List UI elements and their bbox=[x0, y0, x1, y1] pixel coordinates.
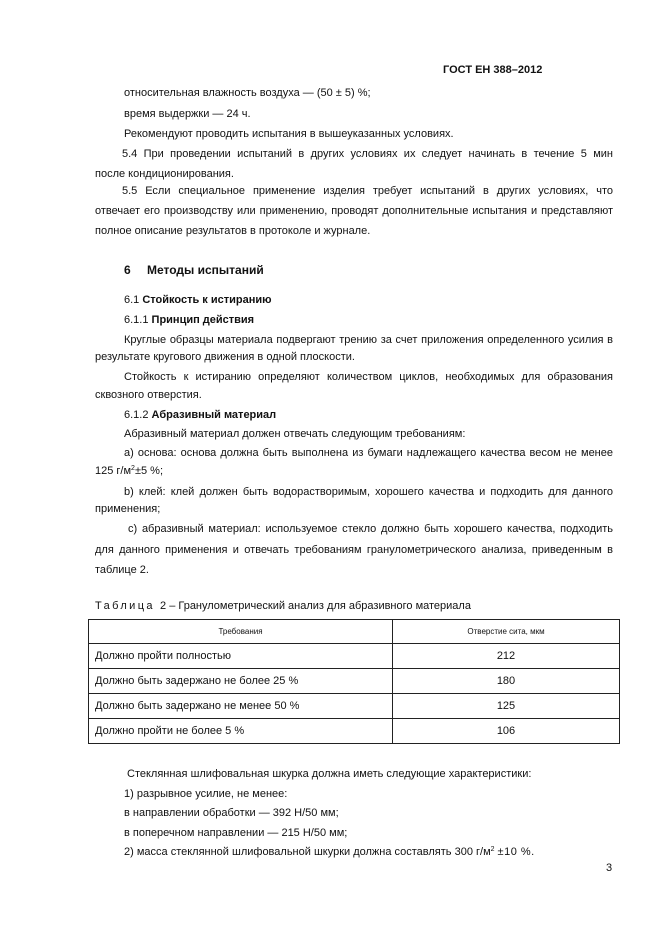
text-line: результате кругового движения в одной плоскости. bbox=[95, 351, 355, 363]
text-fragment: 125 г/м bbox=[95, 465, 132, 477]
list-item-a: а) основа: основа должна быть выполнена из бумаги надлежащего качества весом не менее bbox=[124, 447, 613, 459]
subsection-number: 6.1.2 bbox=[124, 409, 149, 421]
standard-header: ГОСТ ЕН 388–2012 bbox=[443, 64, 543, 76]
section-6-heading bbox=[124, 263, 264, 277]
list-item-c-cont: таблице 2. bbox=[95, 564, 149, 576]
table-cell: 106 bbox=[393, 719, 620, 744]
text-line: время выдержки — 24 ч. bbox=[124, 108, 251, 120]
subsection-title: Принцип действия bbox=[151, 314, 255, 326]
subsection-6-1-heading bbox=[124, 293, 272, 307]
table-row bbox=[89, 669, 620, 694]
table-caption-label: Таблица bbox=[95, 600, 155, 612]
text-fragment: 2) масса стеклянной шлифовальной шкурки должна составлять 300 г/м bbox=[124, 846, 491, 858]
table-caption bbox=[95, 599, 471, 613]
text-line: в направлении обработки — 392 Н/50 мм; bbox=[124, 807, 339, 819]
list-item-c: с) абразивный материал: используемое стекло должно быть хорошего качества, подходить bbox=[128, 523, 613, 535]
table-row bbox=[89, 719, 620, 744]
list-item-b: b) клей: клей должен быть водорастворимым, хорошего качества и подходить для данного bbox=[124, 486, 613, 498]
text-line: 1) разрывное усилие, не менее: bbox=[124, 788, 288, 800]
text-line: сквозного отверстия. bbox=[95, 389, 202, 401]
table-row bbox=[89, 694, 620, 719]
text-line bbox=[124, 845, 535, 859]
table-cell: Должно быть задержано не более 25 % bbox=[89, 669, 393, 694]
table-cell: Должно пройти полностью bbox=[89, 644, 393, 669]
text-line: Абразивный материал должен отвечать следующим требованиям: bbox=[124, 428, 466, 440]
text-fragment: ±5 %; bbox=[134, 465, 164, 477]
text-line: Круглые образцы материала подвергают трению за счет приложения определенного усилия в bbox=[124, 334, 613, 346]
table-header-cell: Отверстие сита, мкм bbox=[393, 620, 620, 644]
table-row bbox=[89, 644, 620, 669]
table-header-row bbox=[89, 620, 620, 644]
text-line: Рекомендуют проводить испытания в вышеуказанных условиях. bbox=[124, 128, 454, 140]
table-cell: 180 bbox=[393, 669, 620, 694]
superscript: 2 bbox=[131, 465, 135, 472]
paragraph-5-5-line: 5.5 Если специальное применение изделия требует испытаний в других условиях, что bbox=[122, 185, 613, 197]
table-caption-text: – Гранулометрический анализ для абразивного материала bbox=[169, 600, 471, 612]
text-line: относительная влажность воздуха — (50 ± 5) %; bbox=[124, 87, 371, 99]
superscript: 2 bbox=[490, 846, 495, 853]
subsection-title: Абразивный материал bbox=[151, 409, 277, 421]
subsection-6-1-2-heading bbox=[124, 408, 276, 422]
text-line: Стеклянная шлифовальная шкурка должна иметь следующие характеристики: bbox=[127, 768, 532, 780]
table-cell: 125 bbox=[393, 694, 620, 719]
subsection-6-1-1-heading bbox=[124, 313, 254, 327]
section-number: 6 bbox=[124, 263, 131, 277]
section-title: Методы испытаний bbox=[147, 263, 264, 277]
paragraph-5-5-line: полное описание результатов в протоколе и журнале. bbox=[95, 225, 371, 237]
list-item-a-cont bbox=[95, 464, 163, 478]
table-cell: 212 bbox=[393, 644, 620, 669]
page-number: 3 bbox=[606, 862, 613, 874]
subsection-number: 6.1 bbox=[124, 294, 140, 306]
text-fragment: ±10 %. bbox=[497, 846, 535, 858]
list-item-b-cont: применения; bbox=[95, 503, 161, 515]
granulometric-table bbox=[88, 619, 620, 744]
table-header-cell: Требования bbox=[89, 620, 393, 644]
table-cell: Должно пройти не более 5 % bbox=[89, 719, 393, 744]
text-line: Стойкость к истиранию определяют количеством циклов, необходимых для образования bbox=[124, 371, 613, 383]
table-cell: Должно быть задержано не менее 50 % bbox=[89, 694, 393, 719]
paragraph-5-4-line: после кондиционирования. bbox=[95, 168, 234, 180]
paragraph-5-5-line: отвечает его производству или применению, проводят дополнительные испытания и представляют bbox=[95, 205, 613, 217]
table-caption-number: 2 bbox=[160, 600, 167, 612]
paragraph-5-4-line: 5.4 При проведении испытаний в других условиях их следует начинать в течение 5 мин bbox=[122, 148, 613, 160]
list-item-c-cont: для данного применения и отвечать требованиям гранулометрического анализа, приведенным в bbox=[95, 544, 613, 556]
subsection-title: Стойкость к истиранию bbox=[142, 294, 272, 306]
text-line: в поперечном направлении — 215 Н/50 мм; bbox=[124, 827, 348, 839]
subsection-number: 6.1.1 bbox=[124, 314, 149, 326]
